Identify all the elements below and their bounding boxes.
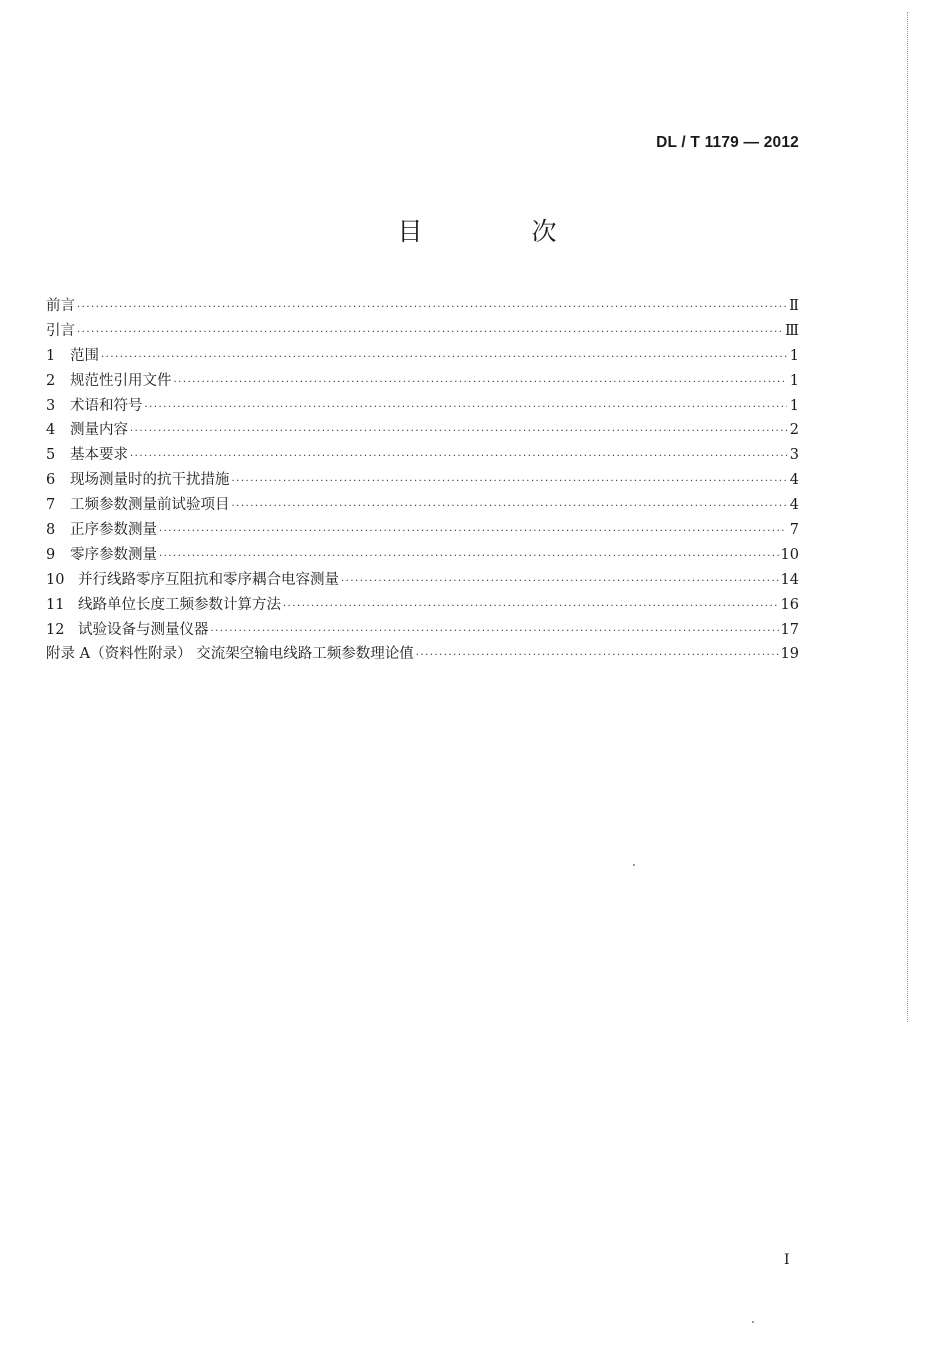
toc-leader-dots [145,402,788,413]
toc-entry-2[interactable] [46,369,799,394]
toc-entry-number: 4 [46,422,56,439]
toc-entry-title: 正序参数测量 [70,522,157,539]
toc-entry-number: 7 [46,497,56,514]
table-of-contents [46,294,799,667]
toc-entry-title: 交流架空输电线路工频参数理论值 [196,646,414,663]
toc-entry-6[interactable] [46,468,799,493]
toc-entry-number: 10 [46,571,65,588]
toc-leader-dots [416,650,779,661]
toc-entry-page: 4 [789,472,799,489]
toc-entry-number: 2 [46,372,56,389]
standard-code: DL / T 1179 — 2012 [656,134,799,151]
toc-entry-title: 规范性引用文件 [70,372,172,389]
scan-speck [752,1321,754,1323]
toc-entry-preface[interactable] [46,294,799,319]
toc-entry-page: 16 [780,596,799,613]
toc-entry-12[interactable] [46,618,799,643]
toc-entry-page: 1 [789,372,799,389]
toc-entry-page: Ⅱ [789,298,799,314]
toc-entry-8[interactable] [46,518,799,543]
toc-entry-page: 17 [780,621,799,638]
toc-entry-9[interactable] [46,543,799,568]
toc-entry-page: 1 [789,397,799,414]
toc-entry-number: 6 [46,472,56,489]
toc-entry-4[interactable] [46,418,799,443]
toc-leader-dots [232,476,788,487]
toc-leader-dots [130,426,787,437]
toc-entry-number: 5 [46,447,56,464]
toc-entry-number: 8 [46,522,56,539]
toc-entry-page: 7 [789,522,799,539]
toc-entry-10[interactable] [46,568,799,593]
toc-entry-page: 4 [789,497,799,514]
page-number: I [784,1252,790,1268]
toc-entry-title: 现场测量时的抗干扰措施 [70,472,230,489]
toc-entry-title: 引言 [46,322,75,339]
toc-entry-1[interactable] [46,344,799,369]
toc-leader-dots [77,327,783,338]
toc-entry-title: 范围 [70,347,99,364]
scan-speck [633,864,635,866]
toc-entry-title: 试验设备与测量仪器 [78,621,209,638]
toc-leader-dots [283,601,779,612]
toc-entry-number: 9 [46,546,56,563]
toc-leader-dots [159,526,787,537]
toc-entry-page: 1 [789,347,799,364]
toc-leader-dots [341,576,779,587]
toc-entry-number: 3 [46,397,56,414]
toc-entry-title: 前言 [46,298,75,314]
toc-leader-dots [232,501,788,512]
toc-entry-3[interactable] [46,394,799,419]
page-edge-line [907,12,908,1022]
toc-entry-title: 零序参数测量 [70,546,157,563]
toc-entry-title: 测量内容 [70,422,128,439]
toc-leader-dots [101,352,787,363]
appendix-label: 附录 A（资料性附录） [46,646,192,663]
toc-entry-number: 1 [46,347,56,364]
toc-leader-dots [77,302,787,313]
toc-leader-dots [159,551,779,562]
toc-entry-title: 线路单位长度工频参数计算方法 [78,596,281,613]
toc-entry-page: 14 [780,571,799,588]
toc-entry-title: 并行线路零序互阻抗和零序耦合电容测量 [78,571,339,588]
toc-entry-page: 19 [780,646,799,663]
toc-leader-dots [130,451,787,462]
toc-entry-page: Ⅲ [785,322,799,339]
toc-entry-introduction[interactable] [46,319,799,344]
toc-entry-title: 工频参数测量前试验项目 [70,497,230,514]
toc-entry-11[interactable] [46,593,799,618]
toc-entry-title: 基本要求 [70,447,128,464]
page-title: 目 次 [397,217,599,246]
toc-entry-page: 2 [789,422,799,439]
toc-entry-5[interactable] [46,443,799,468]
toc-entry-appendix-a[interactable] [46,642,799,667]
toc-entry-page: 10 [780,546,799,563]
toc-leader-dots [211,626,779,637]
toc-entry-title: 术语和符号 [70,397,143,414]
toc-entry-number: 12 [46,621,65,638]
toc-entry-7[interactable] [46,493,799,518]
toc-entry-number: 11 [46,596,65,613]
toc-entry-page: 3 [789,447,799,464]
toc-leader-dots [174,377,788,388]
